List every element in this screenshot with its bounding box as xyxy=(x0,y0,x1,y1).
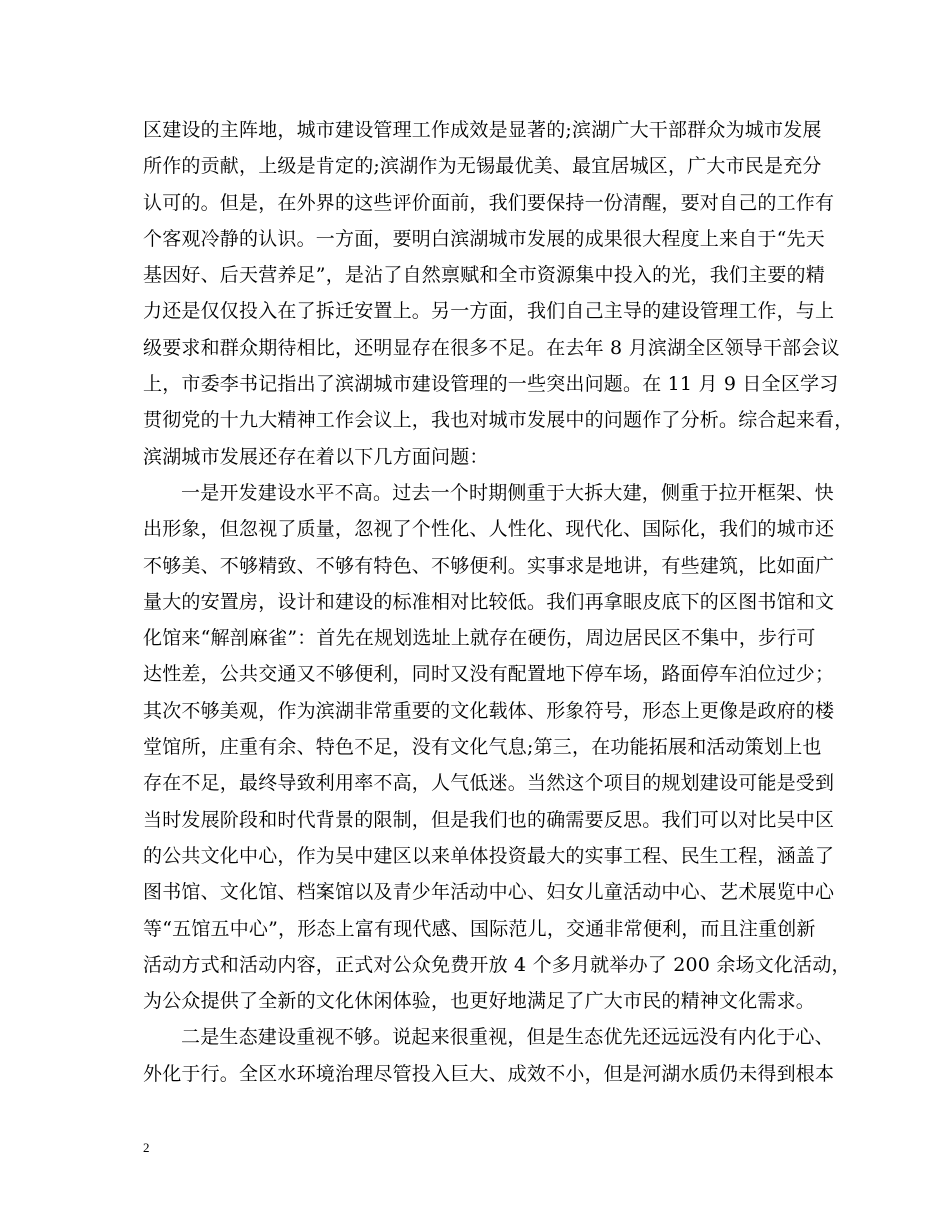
text-line: 上，市委李书记指出了滨湖城市建设管理的一些突出问题。在 11 月 9 日全区学习 xyxy=(143,373,839,396)
text-line: 不够美、不够精致、不够有特色、不够便利。实事求是地讲，有些建筑，比如面广 xyxy=(143,554,835,577)
text-line: 的公共文化中心，作为吴中建区以来单体投资最大的实事工程、民生工程，涵盖了 xyxy=(143,844,835,867)
text-line: 存在不足，最终导致利用率不高，人气低迷。当然这个项目的规划建设可能是受到 xyxy=(143,772,835,795)
text-line: 出形象，但忽视了质量，忽视了个性化、人性化、现代化、国际化，我们的城市还 xyxy=(143,518,835,541)
page-number: 2 xyxy=(143,1140,150,1155)
text-line: 一是开发建设水平不高。过去一个时期侧重于大拆大建，侧重于拉开框架、快 xyxy=(181,481,834,504)
text-line: 级要求和群众期待相比，还明显存在很多不足。在去年 8 月滨湖全区领导干部会议 xyxy=(143,336,840,359)
text-line: 其次不够美观，作为滨湖非常重要的文化载体、形象符号，形态上更像是政府的楼 xyxy=(143,699,835,722)
text-line: 个客观冷静的认识。一方面，要明白滨湖城市发展的成果很大程度上来自于“先天 xyxy=(143,227,825,250)
text-line: 堂馆所，庄重有余、特色不足，没有文化气息;第三，在功能拓展和活动策划上也 xyxy=(143,736,822,759)
text-line: 达性差，公共交通又不够便利，同时又没有配置地下停车场，路面停车泊位过少； xyxy=(143,663,835,686)
text-line: 力还是仅仅投入在了拆迁安置上。另一方面，我们自己主导的建设管理工作，与上 xyxy=(143,300,835,323)
text-line: 外化于行。全区水环境治理尽管投入巨大、成效不小，但是河湖水质仍未得到根本 xyxy=(143,1062,835,1085)
text-line: 化馆来“解剖麻雀”：首先在规划选址上就存在硬伤，周边居民区不集中，步行可 xyxy=(143,627,816,650)
text-line: 滨湖城市发展还存在着以下几方面问题： xyxy=(143,445,489,468)
text-line: 当时发展阶段和时代背景的限制，但是我们也的确需要反思。我们可以对比吴中区 xyxy=(143,808,835,831)
text-line: 所作的贡献，上级是肯定的;滨湖作为无锡最优美、最宜居城区，广大市民是充分 xyxy=(143,155,822,178)
text-line: 量大的安置房，设计和建设的标准相对比较低。我们再拿眼皮底下的区图书馆和文 xyxy=(143,590,835,613)
text-line: 为公众提供了全新的文化休闲体验，也更好地满足了广大市民的精神文化需求。 xyxy=(143,990,816,1013)
document-body xyxy=(143,112,854,1092)
text-line: 等“五馆五中心”，形态上富有现代感、国际范儿，交通非常便利，而且注重创新 xyxy=(143,917,816,940)
text-line: 图书馆、文化馆、档案馆以及青少年活动中心、妇女儿童活动中心、艺术展览中心 xyxy=(143,881,835,904)
text-line: 活动方式和活动内容，正式对公众免费开放 4 个多月就举办了 200 余场文化活动， xyxy=(143,953,851,976)
text-line: 基因好、后天营养足”，是沾了自然禀赋和全市资源集中投入的光，我们主要的精 xyxy=(143,264,825,287)
text-line: 区建设的主阵地，城市建设管理工作成效是显著的;滨湖广大干部群众为城市发展 xyxy=(143,119,822,141)
text-line: 二是生态建设重视不够。说起来很重视，但是生态优先还远远没有内化于心、 xyxy=(181,1026,834,1049)
text-line: 贯彻党的十九大精神工作会议上，我也对城市发展中的问题作了分析。综合起来看， xyxy=(143,409,854,432)
text-line: 认可的。但是，在外界的这些评价面前，我们要保持一份清醒，要对自己的工作有 xyxy=(143,191,835,214)
